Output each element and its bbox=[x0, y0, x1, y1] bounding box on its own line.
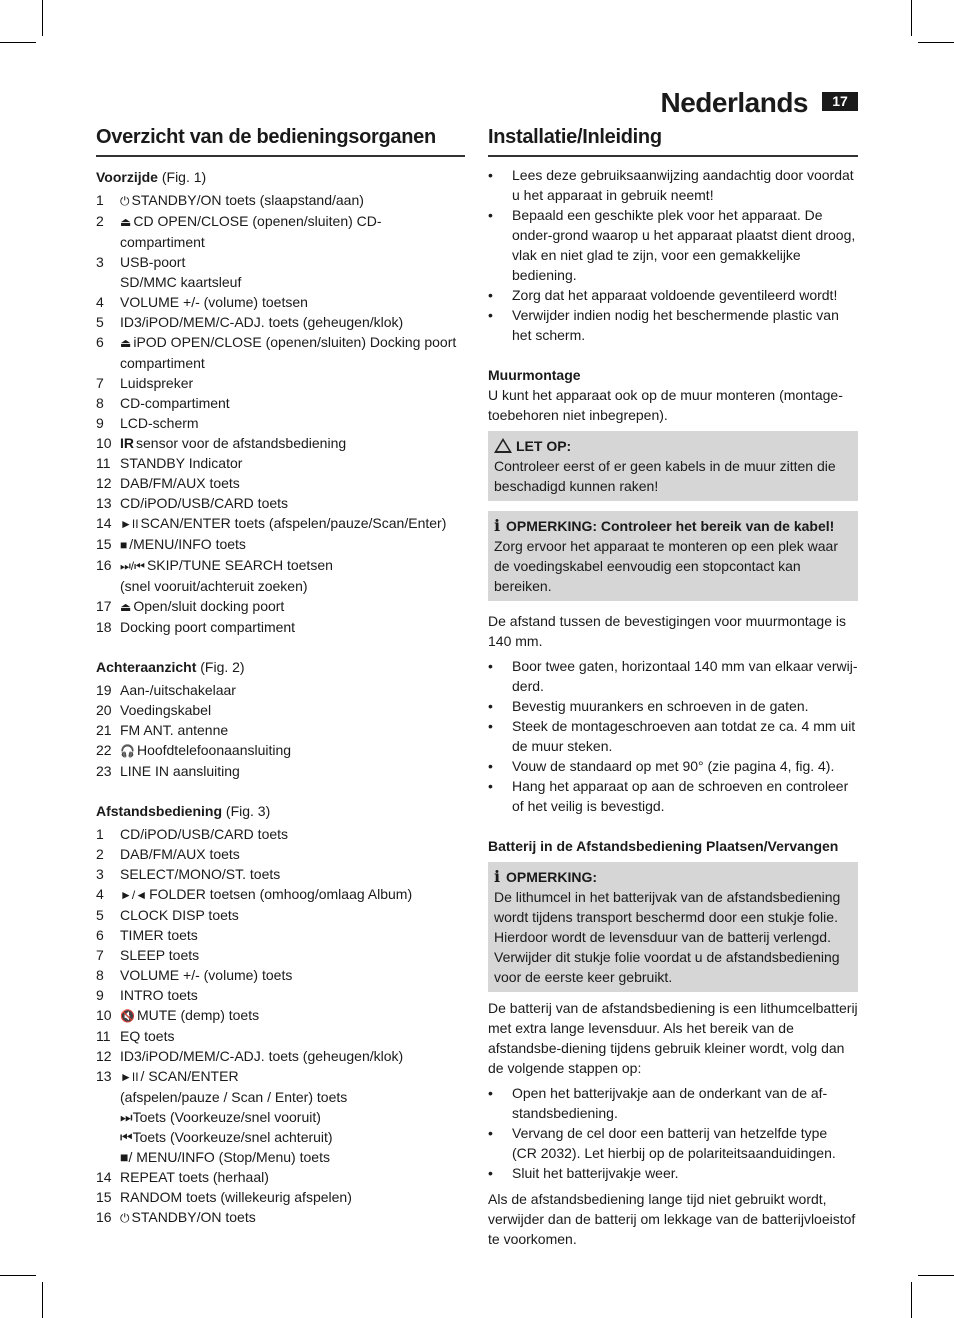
item-text: CD-compartiment bbox=[120, 395, 230, 411]
bullet-text: Open het batterijvakje aan de onderkant van de af-standsbediening. bbox=[512, 1085, 828, 1121]
power-icon: ⏻ bbox=[120, 1211, 130, 1225]
item-number: 12 bbox=[96, 1048, 112, 1064]
bullet-item bbox=[488, 656, 858, 696]
item-number: 15 bbox=[96, 1189, 112, 1205]
item-text: STANDBY Indicator bbox=[120, 455, 243, 471]
item-text: Hoofdtelefoonaansluiting bbox=[136, 742, 292, 758]
item-text-wrap bbox=[120, 211, 465, 252]
list-item bbox=[96, 1046, 465, 1066]
bullet-text: Zorg dat het apparaat voldoende geventileerd wordt! bbox=[512, 287, 838, 303]
remote-heading bbox=[96, 801, 465, 821]
battery-note-heading bbox=[494, 867, 852, 887]
section-title: Overzicht van de bedieningsorganen bbox=[96, 121, 465, 157]
list-item bbox=[96, 433, 465, 453]
item-text-wrap bbox=[120, 1207, 465, 1228]
item-text-wrap bbox=[120, 700, 465, 720]
bullet-dot: • bbox=[488, 1125, 493, 1141]
list-item bbox=[96, 844, 465, 864]
folder-arrows-icon: ►/◄ bbox=[120, 888, 148, 902]
warning-heading bbox=[494, 436, 852, 456]
skip-icon: ⏭/⏮ bbox=[120, 559, 145, 573]
item-text: CD OPEN/CLOSE (openen/sluiten) CD-compartiment bbox=[120, 213, 382, 250]
bullet-dot: • bbox=[488, 1085, 493, 1101]
bullet-text: Sluit het batterijvakje weer. bbox=[512, 1165, 679, 1181]
item-number: 10 bbox=[96, 435, 112, 451]
item-text-wrap bbox=[120, 453, 465, 473]
item-text: DAB/FM/AUX toets bbox=[120, 475, 240, 491]
item-number: 7 bbox=[96, 947, 104, 963]
item-text: CD/iPOD/USB/CARD toets bbox=[120, 495, 289, 511]
item-number: 14 bbox=[96, 1169, 112, 1185]
item-number: 9 bbox=[96, 415, 104, 431]
bullet-dot: • bbox=[488, 307, 493, 323]
bullet-item bbox=[488, 716, 858, 756]
ir-icon: IR bbox=[120, 435, 134, 451]
bullet-item bbox=[488, 1083, 858, 1123]
intro-bullets bbox=[488, 165, 858, 345]
item-text: STANDBY/ON toets bbox=[131, 1209, 256, 1225]
eject-icon: ⏏ bbox=[120, 600, 132, 614]
wall-title: Muurmontage bbox=[488, 367, 581, 383]
list-item bbox=[96, 555, 465, 596]
item-text-wrap bbox=[120, 312, 465, 332]
list-item bbox=[96, 312, 465, 332]
crop-mark bbox=[918, 42, 954, 43]
item-text: Docking poort compartiment bbox=[120, 619, 296, 635]
item-text-wrap bbox=[120, 720, 465, 740]
list-item bbox=[96, 1026, 465, 1046]
item-text: Luidspreker bbox=[120, 375, 194, 391]
bullet-item bbox=[488, 285, 858, 305]
item-text-wrap bbox=[120, 1066, 465, 1167]
item-text-wrap bbox=[120, 617, 465, 637]
item-number: 7 bbox=[96, 375, 104, 391]
bullet-item bbox=[488, 205, 858, 285]
item-text-wrap bbox=[120, 1187, 465, 1207]
list-item bbox=[96, 700, 465, 720]
item-text: VOLUME +/- (volume) toetsen bbox=[120, 294, 308, 310]
item-number: 3 bbox=[96, 254, 104, 270]
rear-fig: (Fig. 2) bbox=[200, 659, 245, 675]
item-number: 16 bbox=[96, 1209, 112, 1225]
item-text: Open/sluit docking poort bbox=[133, 598, 285, 614]
item-number: 3 bbox=[96, 866, 104, 882]
item-text: Aan-/uitschakelaar bbox=[120, 682, 236, 698]
list-item bbox=[96, 534, 465, 555]
list-item bbox=[96, 596, 465, 617]
bullet-dot: • bbox=[488, 718, 493, 734]
item-text: / SCAN/ENTER (afspelen/pauze / Scan / Enter) toets ⏭Toets (Voorkeuze/snel vooruit) ⏮Toets (Voorkeuze/snel achteruit) ■/ MENU/INFO (Stop/Menu) toets bbox=[120, 1068, 348, 1165]
list-item bbox=[96, 864, 465, 884]
item-text-wrap bbox=[120, 680, 465, 700]
item-text: EQ toets bbox=[120, 1028, 175, 1044]
item-text-wrap bbox=[120, 332, 465, 373]
warning-icon bbox=[494, 438, 512, 453]
remote-list bbox=[96, 824, 465, 1228]
item-text: ID3/iPOD/MEM/C-ADJ. toets (geheugen/klok) bbox=[120, 1048, 404, 1064]
item-number: 5 bbox=[96, 907, 104, 923]
item-text-wrap bbox=[120, 985, 465, 1005]
list-item bbox=[96, 1167, 465, 1187]
list-item bbox=[96, 720, 465, 740]
eject-icon: ⏏ bbox=[120, 215, 132, 229]
item-number: 17 bbox=[96, 598, 112, 614]
list-item bbox=[96, 824, 465, 844]
item-text: USB-poort SD/MMC kaartsleuf bbox=[120, 254, 242, 290]
item-number: 4 bbox=[96, 294, 104, 310]
bullet-dot: • bbox=[488, 698, 493, 714]
item-text-wrap bbox=[120, 190, 465, 211]
wall-bullets bbox=[488, 656, 858, 816]
item-number: 21 bbox=[96, 722, 112, 738]
headphone-icon: 🎧 bbox=[120, 744, 135, 758]
item-number: 16 bbox=[96, 557, 112, 573]
list-item bbox=[96, 680, 465, 700]
item-text-wrap bbox=[120, 864, 465, 884]
item-number: 9 bbox=[96, 987, 104, 1003]
item-number: 2 bbox=[96, 846, 104, 862]
item-number: 18 bbox=[96, 619, 112, 635]
item-text-wrap bbox=[120, 555, 465, 596]
bullet-item bbox=[488, 1123, 858, 1163]
list-item bbox=[96, 1207, 465, 1228]
list-item bbox=[96, 617, 465, 637]
item-text: INTRO toets bbox=[120, 987, 198, 1003]
item-text-wrap bbox=[120, 292, 465, 312]
item-number: 20 bbox=[96, 702, 112, 718]
bullet-dot: • bbox=[488, 287, 493, 303]
list-item bbox=[96, 761, 465, 781]
item-text: ID3/iPOD/MEM/C-ADJ. toets (geheugen/klok) bbox=[120, 314, 404, 330]
controls-overview-column bbox=[96, 121, 465, 1228]
battery-title: Batterij in de Afstandsbediening Plaatsen/Vervangen bbox=[488, 838, 839, 854]
bullet-text: Lees deze gebruiksaanwijzing aandachtig door voordat u het apparaat in gebruik neemt! bbox=[512, 167, 854, 203]
item-number: 23 bbox=[96, 763, 112, 779]
item-number: 19 bbox=[96, 682, 112, 698]
list-item bbox=[96, 393, 465, 413]
item-text-wrap bbox=[120, 824, 465, 844]
list-item bbox=[96, 965, 465, 985]
item-text: SKIP/TUNE SEARCH toetsen (snel vooruit/achteruit zoeken) bbox=[120, 557, 333, 594]
bullet-item bbox=[488, 305, 858, 345]
item-number: 6 bbox=[96, 334, 104, 350]
mute-icon: 🔇 bbox=[120, 1009, 135, 1023]
bullet-text: Bevestig muurankers en schroeven in de gaten. bbox=[512, 698, 809, 714]
item-text-wrap bbox=[120, 945, 465, 965]
info-icon: i bbox=[494, 867, 501, 886]
installation-column bbox=[488, 121, 858, 1249]
item-text-wrap bbox=[120, 761, 465, 781]
crop-mark bbox=[0, 1275, 36, 1276]
warning-box bbox=[488, 431, 858, 501]
item-text-wrap bbox=[120, 1005, 465, 1026]
item-number: 2 bbox=[96, 213, 104, 229]
battery-closing: Als de afstandsbediening lange tijd niet gebruikt wordt, verwijder dan de batterij om lekkage van de batterijvloeistof te voorkomen. bbox=[488, 1191, 856, 1247]
bullet-text: Steek de montageschroeven aan totdat ze ca. 4 mm uit de muur steken. bbox=[512, 718, 856, 754]
note-box bbox=[488, 511, 858, 601]
bullet-item bbox=[488, 165, 858, 205]
item-number: 6 bbox=[96, 927, 104, 943]
list-item bbox=[96, 493, 465, 513]
item-number: 12 bbox=[96, 475, 112, 491]
page-language-title: Nederlands bbox=[660, 87, 808, 118]
crop-mark bbox=[911, 1282, 912, 1318]
item-number: 11 bbox=[96, 455, 111, 471]
list-item bbox=[96, 473, 465, 493]
list-item bbox=[96, 211, 465, 252]
list-item bbox=[96, 513, 465, 534]
battery-note-box bbox=[488, 862, 858, 992]
list-item bbox=[96, 884, 465, 905]
play-pause-icon: ►II bbox=[120, 517, 139, 531]
item-text-wrap bbox=[120, 413, 465, 433]
list-item bbox=[96, 985, 465, 1005]
item-number: 13 bbox=[96, 495, 112, 511]
list-item bbox=[96, 252, 465, 292]
item-text: /MENU/INFO toets bbox=[129, 536, 246, 552]
item-text: Voedingskabel bbox=[120, 702, 212, 718]
item-text: REPEAT toets (herhaal) bbox=[120, 1169, 269, 1185]
item-text: sensor voor de afstandsbediening bbox=[136, 435, 347, 451]
wall-text: U kunt het apparaat ook op de muur monteren (montage-toebehoren niet inbegrepen). bbox=[488, 387, 843, 423]
page-number: 17 bbox=[822, 92, 858, 111]
item-text-wrap bbox=[120, 373, 465, 393]
crop-mark bbox=[0, 42, 36, 43]
item-text-wrap bbox=[120, 473, 465, 493]
item-text: VOLUME +/- (volume) toets bbox=[120, 967, 293, 983]
crop-mark bbox=[918, 1275, 954, 1276]
item-number: 4 bbox=[96, 886, 104, 902]
list-item bbox=[96, 292, 465, 312]
battery-note-text: De lithumcel in het batterijvak van de afstandsbediening wordt tijdens transport beschermd door een stukje folie. Hierdoor wordt de levensduur van de batterij verlengd. Verwijder dit stukje folie voordat u de afstandsbediening voor de eerste keer gebruikt. bbox=[494, 889, 841, 985]
item-number: 11 bbox=[96, 1028, 111, 1044]
warning-text: Controleer eerst of er geen kabels in de muur zitten die beschadigd kunnen raken! bbox=[494, 458, 836, 494]
note-text: Zorg ervoor het apparaat te monteren op een plek waar de voedingskabel eenvoudig een stopcontact kan bereiken. bbox=[494, 538, 838, 594]
bullet-text: Vouw de standaard op met 90° (zie pagina 4, fig. 4). bbox=[512, 758, 835, 774]
item-text: LCD-scherm bbox=[120, 415, 199, 431]
rear-heading bbox=[96, 657, 465, 677]
item-text-wrap bbox=[120, 905, 465, 925]
list-item bbox=[96, 925, 465, 945]
item-number: 1 bbox=[96, 826, 104, 842]
bullet-dot: • bbox=[488, 207, 493, 223]
list-item bbox=[96, 413, 465, 433]
section-title: Installatie/Inleiding bbox=[488, 121, 858, 157]
bullet-item bbox=[488, 1163, 858, 1183]
item-text: FOLDER toetsen (omhoog/omlaag Album) bbox=[149, 886, 413, 902]
item-text-wrap bbox=[120, 596, 465, 617]
item-text-wrap bbox=[120, 534, 465, 555]
play-pause-icon: ►II bbox=[120, 1070, 139, 1084]
bullet-text: Hang het apparaat op aan de schroeven en controleer of het veilig is bevestigd. bbox=[512, 778, 849, 814]
item-number: 15 bbox=[96, 536, 112, 552]
item-text: LINE IN aansluiting bbox=[120, 763, 240, 779]
info-icon: i bbox=[494, 516, 501, 535]
bullet-item bbox=[488, 756, 858, 776]
item-text: CD/iPOD/USB/CARD toets bbox=[120, 826, 289, 842]
crop-mark bbox=[42, 0, 43, 36]
item-text: FM ANT. antenne bbox=[120, 722, 229, 738]
bullet-text: Boor twee gaten, horizontaal 140 mm van elkaar verwij-derd. bbox=[512, 658, 858, 694]
item-text-wrap bbox=[120, 433, 465, 453]
item-number: 14 bbox=[96, 515, 112, 531]
item-text-wrap bbox=[120, 965, 465, 985]
item-text-wrap bbox=[120, 925, 465, 945]
list-item bbox=[96, 905, 465, 925]
item-text-wrap bbox=[120, 1026, 465, 1046]
front-heading bbox=[96, 167, 465, 187]
item-number: 22 bbox=[96, 742, 112, 758]
item-number: 1 bbox=[96, 192, 104, 208]
list-item bbox=[96, 740, 465, 761]
list-item bbox=[96, 1005, 465, 1026]
list-item bbox=[96, 945, 465, 965]
item-text-wrap bbox=[120, 393, 465, 413]
bullet-text: Vervang de cel door een batterij van hetzelfde type (CR 2032). Let hierbij op de polariteitsaanduidingen. bbox=[512, 1125, 836, 1161]
list-item bbox=[96, 190, 465, 211]
front-fig: (Fig. 1) bbox=[161, 169, 207, 185]
item-text: CLOCK DISP toets bbox=[120, 907, 239, 923]
bullet-dot: • bbox=[488, 167, 493, 183]
front-list bbox=[96, 190, 465, 637]
crop-mark bbox=[42, 1282, 43, 1318]
bullet-text: Bepaald een geschikte plek voor het apparaat. De onder-grond waarop u het apparaat plaatst dient droog, vlak en niet glad te zijn, voor een gemakkelijke bediening. bbox=[512, 207, 856, 283]
bullet-dot: • bbox=[488, 1165, 493, 1181]
item-text-wrap bbox=[120, 493, 465, 513]
item-text-wrap bbox=[120, 740, 465, 761]
list-item bbox=[96, 332, 465, 373]
remote-fig: (Fig. 3) bbox=[225, 803, 271, 819]
item-text: MUTE (demp) toets bbox=[136, 1007, 260, 1023]
list-item bbox=[96, 1187, 465, 1207]
list-item bbox=[96, 373, 465, 393]
crop-mark bbox=[911, 0, 912, 36]
note-heading bbox=[494, 516, 852, 536]
power-icon: ⏻ bbox=[120, 194, 130, 208]
rear-list bbox=[96, 680, 465, 781]
front-title: Voorzijde bbox=[96, 169, 158, 185]
list-item bbox=[96, 453, 465, 473]
bullet-item bbox=[488, 696, 858, 716]
stop-icon: ■ bbox=[120, 538, 128, 552]
distance-text: De afstand tussen de bevestigingen voor muurmontage is 140 mm. bbox=[488, 613, 846, 649]
item-text: STANDBY/ON toets (slaapstand/aan) bbox=[131, 192, 364, 208]
item-number: 5 bbox=[96, 314, 104, 330]
item-text: SCAN/ENTER toets (afspelen/pauze/Scan/Enter) bbox=[140, 515, 447, 531]
bullet-text: Verwijder indien nodig het beschermende plastic van het scherm. bbox=[512, 307, 839, 343]
item-text-wrap bbox=[120, 884, 465, 905]
item-number: 10 bbox=[96, 1007, 112, 1023]
item-text-wrap bbox=[120, 513, 465, 534]
item-text-wrap bbox=[120, 1167, 465, 1187]
warning-title: LET OP: bbox=[516, 438, 572, 454]
item-text: DAB/FM/AUX toets bbox=[120, 846, 240, 862]
item-number: 8 bbox=[96, 967, 104, 983]
item-text-wrap bbox=[120, 844, 465, 864]
bullet-dot: • bbox=[488, 758, 493, 774]
item-text: SELECT/MONO/ST. toets bbox=[120, 866, 281, 882]
bullet-item bbox=[488, 776, 858, 816]
battery-text: De batterij van de afstandsbediening is een lithumcelbatterij met extra lange levensduur. Als het bereik van de afstandsbe-diening tijdens gebruik kleiner wordt, volg dan de volgende stappen op: bbox=[488, 1000, 858, 1076]
battery-bullets bbox=[488, 1083, 858, 1183]
item-text: iPOD OPEN/CLOSE (openen/sluiten) Docking poort compartiment bbox=[120, 334, 457, 371]
battery-note-title: OPMERKING: bbox=[506, 869, 597, 885]
note-title: OPMERKING: Controleer het bereik van de kabel! bbox=[506, 518, 835, 534]
remote-title: Afstandsbediening bbox=[96, 803, 223, 819]
bullet-dot: • bbox=[488, 658, 493, 674]
list-item bbox=[96, 1066, 465, 1167]
eject-icon: ⏏ bbox=[120, 336, 132, 350]
bullet-dot: • bbox=[488, 778, 493, 794]
item-text-wrap bbox=[120, 1046, 465, 1066]
item-number: 8 bbox=[96, 395, 104, 411]
item-text: TIMER toets bbox=[120, 927, 198, 943]
rear-title: Achteraanzicht bbox=[96, 659, 197, 675]
item-number: 13 bbox=[96, 1068, 112, 1084]
item-text-wrap bbox=[120, 252, 465, 292]
item-text: SLEEP toets bbox=[120, 947, 200, 963]
item-text: RANDOM toets (willekeurig afspelen) bbox=[120, 1189, 352, 1205]
